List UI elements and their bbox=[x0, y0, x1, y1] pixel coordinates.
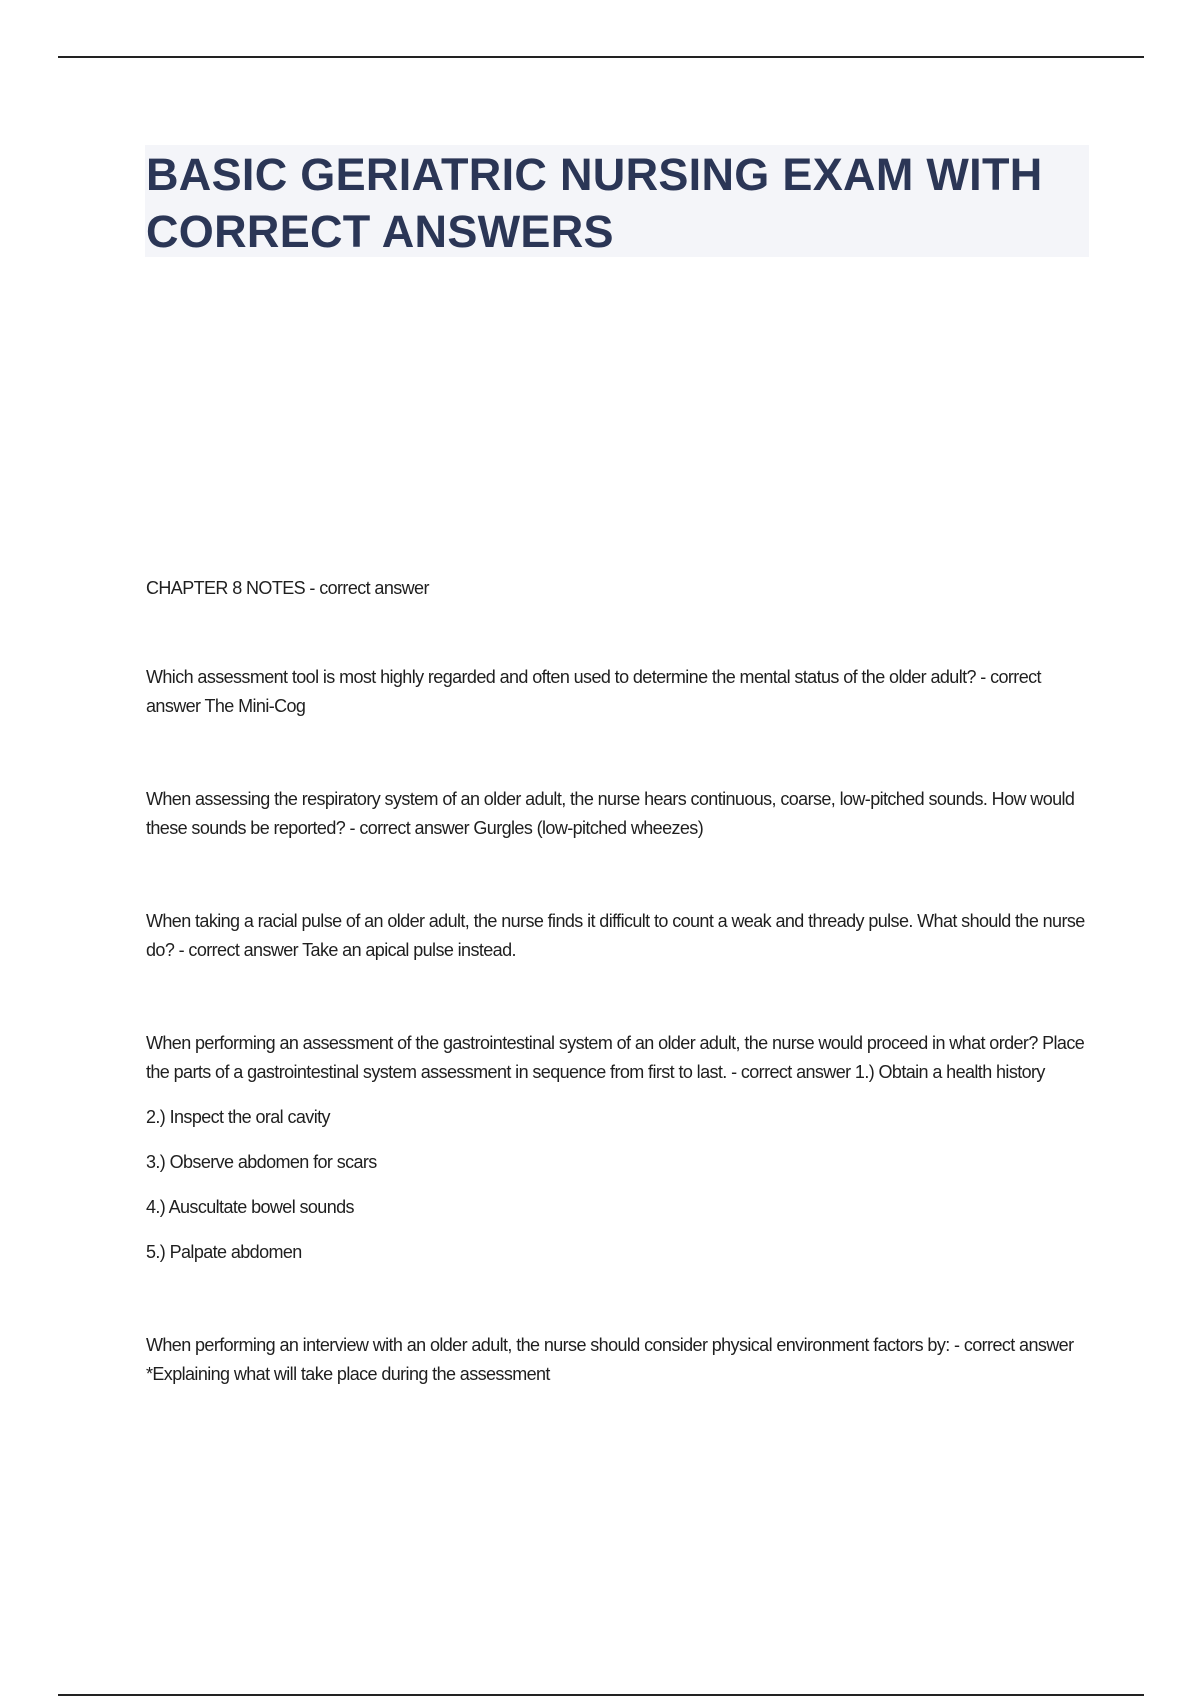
qa-text: When taking a racial pulse of an older adult, the nurse finds it difficult to count a weak and thready pulse. What should the nurse do? - correct answer Take an apical pulse instead. bbox=[146, 911, 1085, 960]
qa-list bbox=[146, 663, 1086, 1389]
qa-item-interview-environment bbox=[146, 1331, 1086, 1389]
qa-item-gastrointestinal bbox=[146, 1029, 1086, 1267]
chapter-heading: CHAPTER 8 NOTES - correct answer bbox=[146, 578, 429, 598]
assessment-steps-list bbox=[146, 1103, 1086, 1267]
qa-item-mental-status bbox=[146, 663, 1086, 721]
assessment-step: 5.) Palpate abdomen bbox=[146, 1242, 302, 1262]
qa-text: When assessing the respiratory system of an older adult, the nurse hears continuous, coarse, low-pitched sounds. How would these sounds be reported? - correct answer Gurgles (low-pitched wheezes) bbox=[146, 789, 1075, 838]
qa-item-respiratory bbox=[146, 785, 1086, 843]
bottom-rule bbox=[58, 1694, 1144, 1696]
assessment-step: 4.) Auscultate bowel sounds bbox=[146, 1197, 354, 1217]
document-body bbox=[146, 575, 1086, 1453]
top-rule bbox=[58, 56, 1144, 58]
assessment-step: 2.) Inspect the oral cavity bbox=[146, 1107, 330, 1127]
qa-text: When performing an assessment of the gastrointestinal system of an older adult, the nurse would proceed in what order? Place the parts of a gastrointestinal system assessment in sequence from first to last. - correct answer 1.) Obtain a health history bbox=[146, 1033, 1085, 1082]
qa-text: When performing an interview with an older adult, the nurse should consider physical environment factors by: - correct answer *Explaining what will take place during the assessment bbox=[146, 1335, 1074, 1384]
assessment-step: 3.) Observe abdomen for scars bbox=[146, 1152, 377, 1172]
document-title: BASIC GERIATRIC NURSING EXAM WITH CORRECT ANSWERS bbox=[146, 149, 1043, 257]
qa-item-pulse bbox=[146, 907, 1086, 965]
qa-text: Which assessment tool is most highly regarded and often used to determine the mental status of the older adult? - correct answer The Mini-Cog bbox=[146, 667, 1041, 716]
